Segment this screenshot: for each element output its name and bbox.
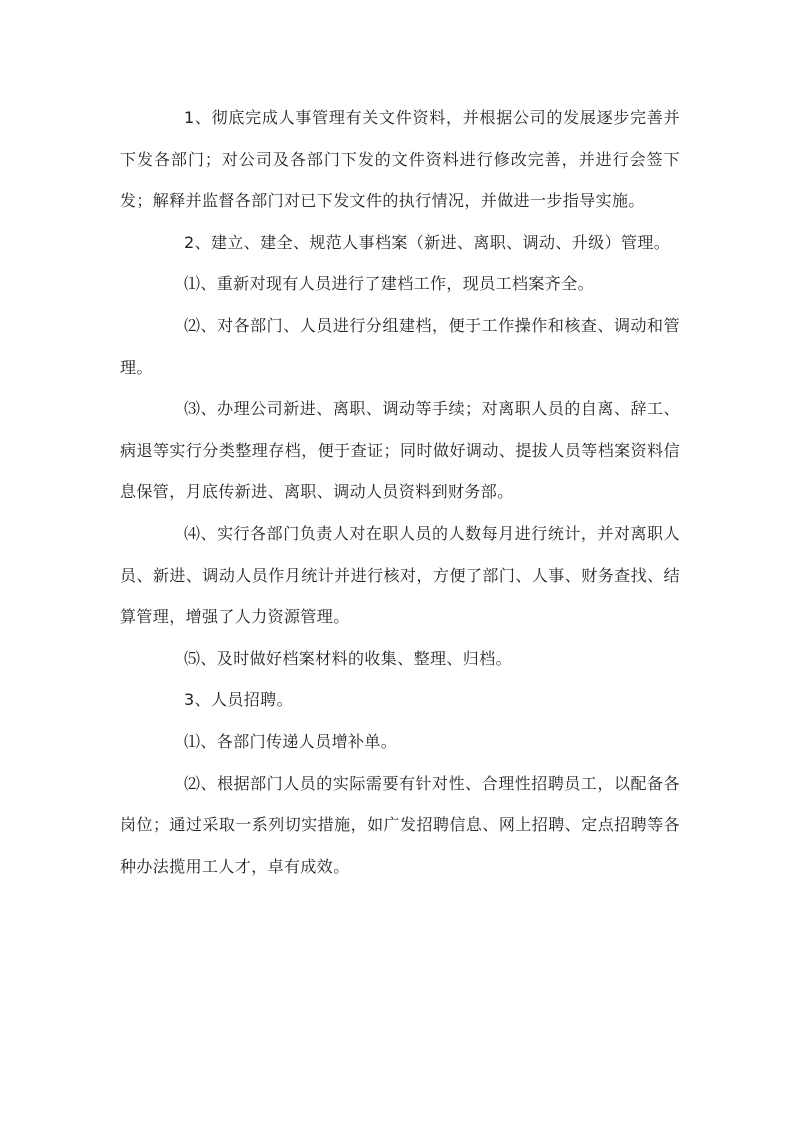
paragraph-6: ⑷、实行各部门负责人对在职人员的人数每月进行统计，并对离职人员、新进、调动人员作月统计并进行核对，方便了部门、人事、财务查找、结算管理，增强了人力资源管理。 [120,523,680,627]
paragraph-5: ⑶、办理公司新进、离职、调动等手续；对离职人员的自离、辞工、病退等实行分类整理存档，便于查证；同时做好调动、提拔人员等档案资料信息保管，月底传新进、离职、调动人员资料到财务部。 [120,399,680,502]
paragraph-9: ⑴、各部门传递人员增补单。 [184,731,398,751]
paragraph-10: ⑵、根据部门人员的实际需要有针对性、合理性招聘员工，以配备各岗位；通过采取一系列切实措施，如广发招聘信息、网上招聘、定点招聘等各种办法揽用工人才，卓有成效。 [120,773,680,876]
paragraph-4: ⑵、对各部门、人员进行分组建档，便于工作操作和核查、调动和管理。 [120,315,680,377]
paragraph-1: 1、彻底完成人事管理有关文件资料，并根据公司的发展逐步完善并下发各部门；对公司及各部门下发的文件资料进行修改完善，并进行会签下发；解释并监督各部门对已下发文件的执行情况，并做进一步指导实施。 [120,108,680,211]
paragraph-7: ⑸、及时做好档案材料的收集、整理、归档。 [184,648,513,668]
paragraph-3: ⑴、重新对现有人员进行了建档工作，现员工档案齐全。 [184,274,595,294]
paragraph-8: 3、人员招聘。 [184,690,293,710]
paragraph-2: 2、建立、建全、规范人事档案（新进、离职、调动、升级）管理。 [184,232,671,252]
document-body [120,97,680,887]
